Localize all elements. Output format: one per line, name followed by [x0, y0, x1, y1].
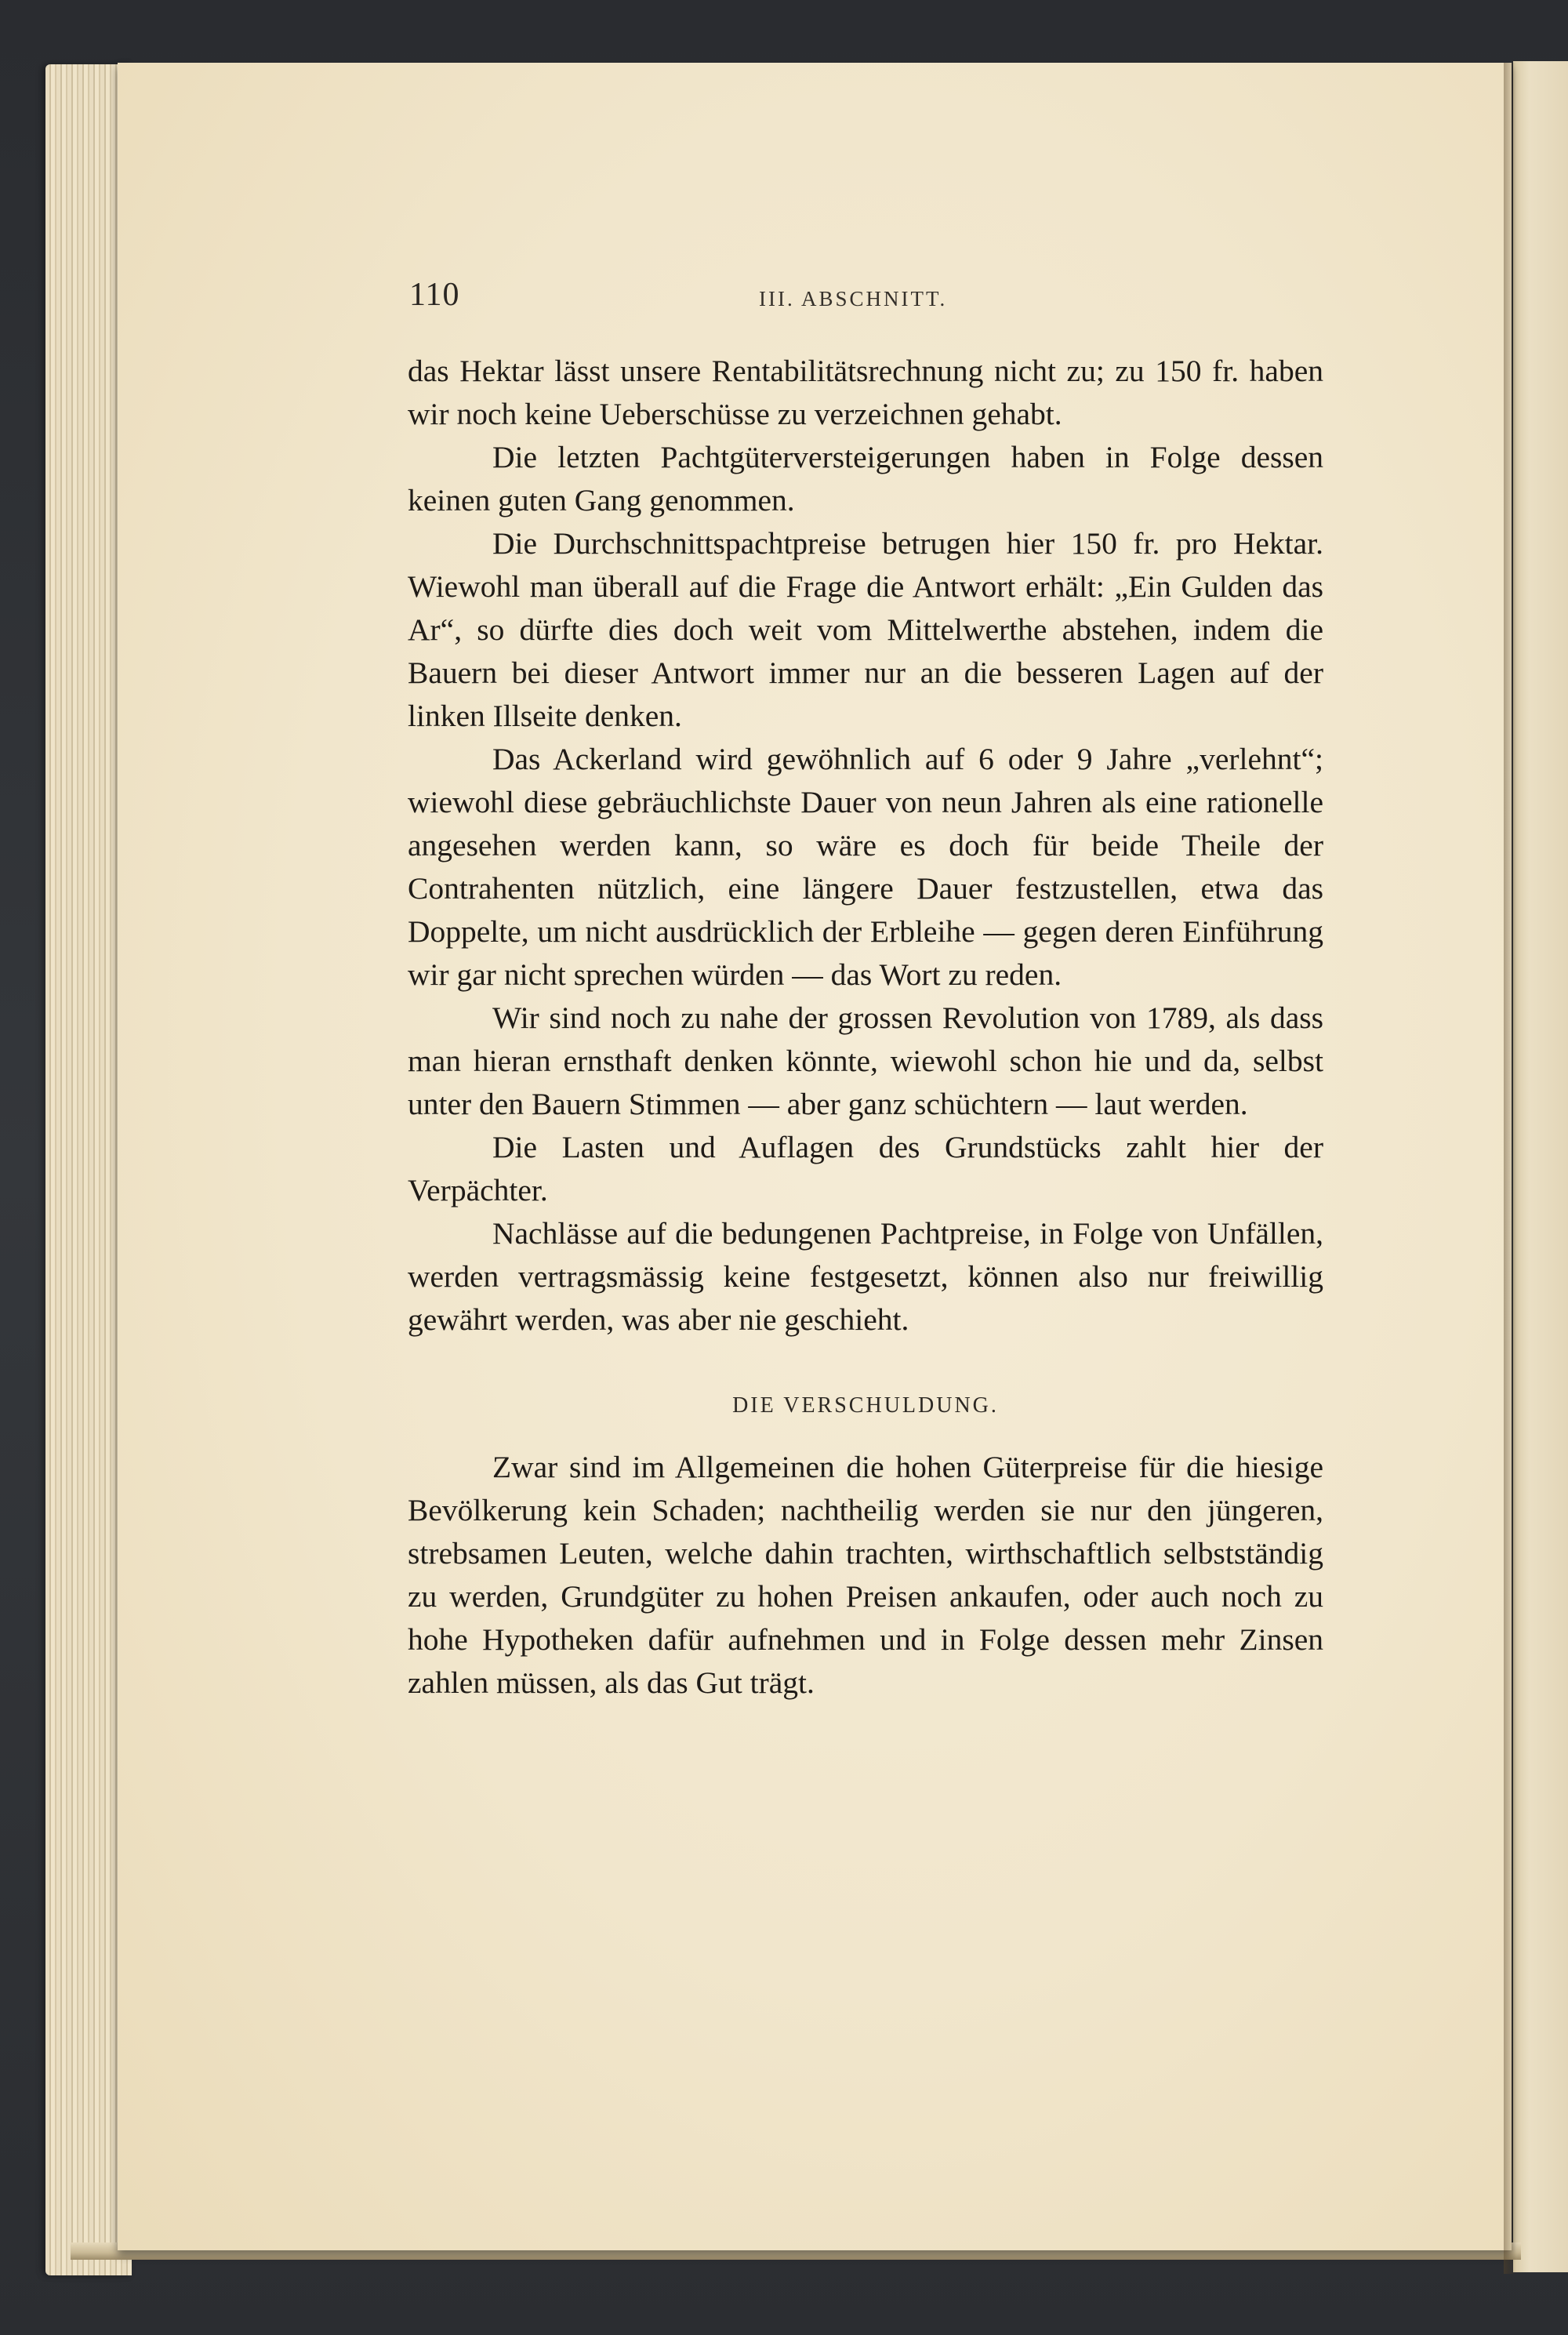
- paragraph: Die letzten Pachtgüterversteigerungen haben in Folge dessen keinen guten Gang genommen.: [408, 440, 1323, 517]
- paragraph: Zwar sind im Allgemeinen die hohen Güterpreise für die hiesige Bevölkerung kein Schaden; nachtheilig werden sie nur den jüngeren, strebsamen Leuten, welche dahin trachten, wirthschaftlich selbstständig zu werden, Grundgüter zu hohen Preisen ankaufen, oder auch noch zu hohe Hypotheken dafür aufnehmen und in Folge dessen mehr Zinsen zahlen müssen, als das Gut trägt.: [408, 1450, 1323, 1700]
- paragraph: Die Durchschnittspachtpreise betrugen hier 150 fr. pro Hektar. Wiewohl man überall auf die Frage die Antwort erhält: „Ein Gulden das Ar“, so dürfte dies doch weit vom Mittelwerthe abstehen, indem die Bauern bei dieser Antwort immer nur an die besseren Lagen auf der linken Illseite denken.: [408, 526, 1323, 733]
- paragraph: Das Ackerland wird gewöhnlich auf 6 oder 9 Jahre „verlehnt“; wiewohl diese gebräuchlichste Dauer von neun Jahren als eine rationelle angesehen werden kann, so wäre es doch für beide Theile der Contrahenten nützlich, eine längere Dauer festzustellen, etwa das Doppelte, um nicht ausdrücklich der Erbleihe — gegen deren Einführung wir gar nicht sprechen würden — das Wort zu reden.: [408, 742, 1323, 992]
- paragraph: Nachlässe auf die bedungenen Pachtpreise, in Folge von Unfällen, werden vertragsmässig keine festgesetzt, können also nur freiwillig gewährt werden, was aber nie geschieht.: [408, 1216, 1323, 1337]
- page-number: 110: [409, 277, 460, 313]
- body-text: [408, 350, 1323, 1705]
- paragraph: Die Lasten und Auflagen des Grundstücks zahlt hier der Verpächter.: [408, 1130, 1323, 1207]
- paragraph: das Hektar lässt unsere Rentabilitätsrechnung nicht zu; zu 150 fr. haben wir noch keine Ueberschüsse zu verzeichnen gehabt.: [408, 354, 1323, 431]
- section-heading: DIE VERSCHULDUNG.: [732, 1393, 999, 1418]
- running-head: III. ABSCHNITT.: [759, 287, 948, 310]
- next-page-edge: [1513, 61, 1568, 2272]
- paragraph: Wir sind noch zu nahe der grossen Revolution von 1789, als dass man hieran ernsthaft denken könnte, wiewohl schon hie und da, selbst unter den Bauern Stimmen — aber ganz schüchtern — laut werden.: [408, 1000, 1323, 1121]
- gutter-shadow: [1504, 63, 1516, 2274]
